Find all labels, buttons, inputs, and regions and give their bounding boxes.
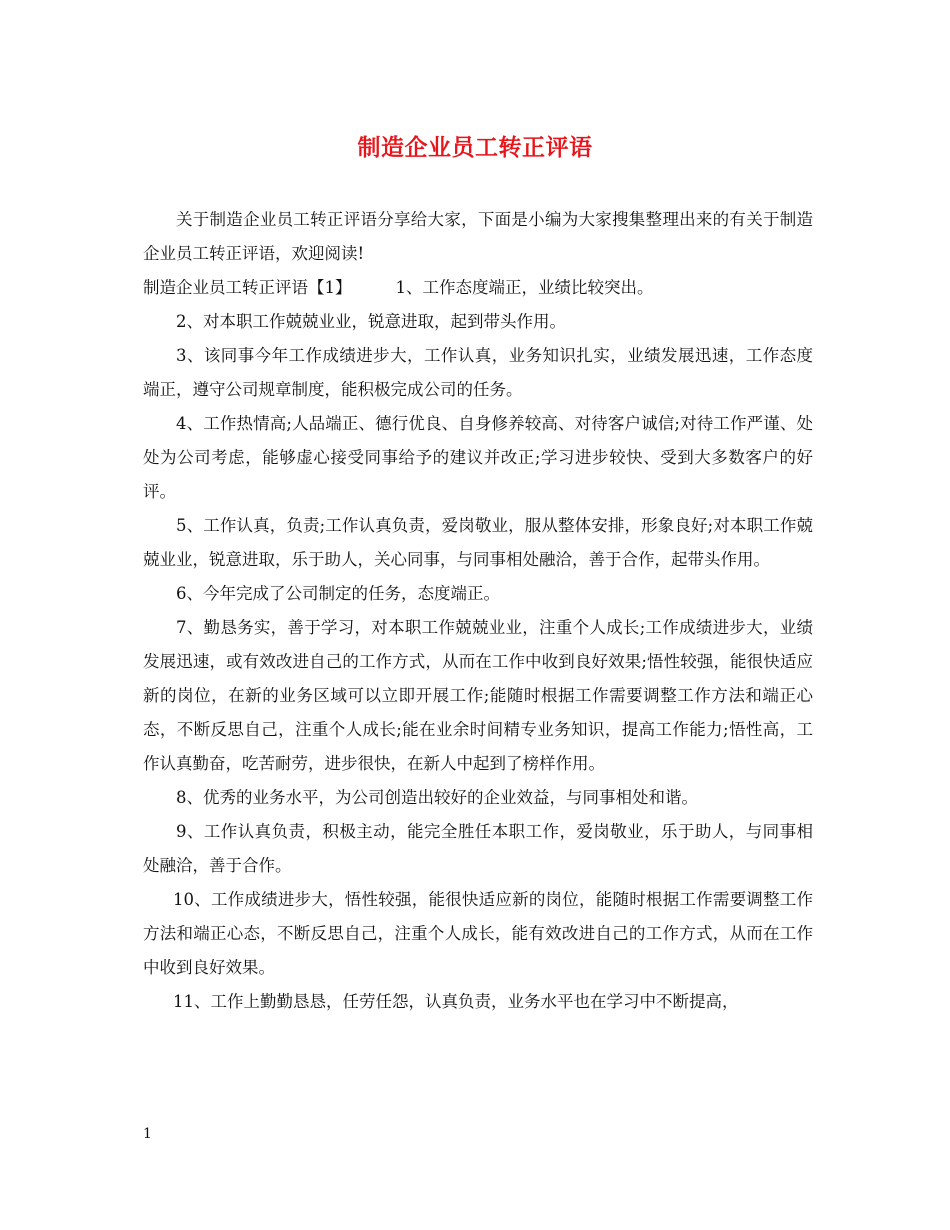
comment-item-10: 10、工作成绩进步大，悟性较强，能很快适应新的岗位，能随时根据工作需要调整工作方法和端正心态，不断反思自己，注重个人成长，能有效改进自己的工作方式，从而在工作中收到良好效果。 [143,890,813,977]
comment-item-6: 6、今年完成了公司制定的任务，态度端正。 [176,584,500,603]
comment-item-5: 5、工作认真，负责;工作认真负责，爱岗敬业，服从整体安排，形象良好;对本职工作兢兢业业，锐意进取，乐于助人，关心同事，与同事相处融洽，善于合作，起带头作用。 [143,516,813,569]
comment-item-8: 8、优秀的业务水平，为公司创造出较好的企业效益，与同事相处和谐。 [176,788,698,807]
comment-item-4: 4、工作热情高;人品端正、德行优良、自身修养较高、对待客户诚信;对待工作严谨、处处为公司考虑，能够虚心接受同事给予的建议并改正;学习进步较快、受到大多数客户的好评。 [143,414,813,501]
document-title: 制造企业员工转正评语 [357,134,593,161]
comment-item-1: 1、工作态度端正，业绩比较突出。 [395,278,654,297]
comment-item-2: 2、对本职工作兢兢业业，锐意进取，起到带头作用。 [176,312,566,331]
intro-paragraph: 关于制造企业员工转正评语分享给大家，下面是小编为大家搜集整理出来的有关于制造企业员工转正评语，欢迎阅读! [143,210,813,263]
comment-item-11: 11、工作上勤勤恳恳，任劳任怨，认真负责，业务水平也在学习中不断提高， [173,992,739,1011]
comment-item-9: 9、工作认真负责，积极主动，能完全胜任本职工作，爱岗敬业，乐于助人，与同事相处融洽，善于合作。 [143,822,813,875]
document-body [143,203,813,1019]
comment-item-7: 7、勤恳务实，善于学习，对本职工作兢兢业业，注重个人成长;工作成绩进步大，业绩发展迅速，或有效改进自己的工作方式，从而在工作中收到良好效果;悟性较强，能很快适应新的岗位，在新的业务区域可以立即开展工作;能随时根据工作需要调整工作方法和端正心态，不断反思自己，注重个人成长;能在业余时间精专业务知识，提高工作能力;悟性高，工作认真勤奋，吃苦耐劳，进步很快，在新人中起到了榜样作用。 [143,618,813,773]
comment-item-3: 3、该同事今年工作成绩进步大，工作认真，业务知识扎实，业绩发展迅速，工作态度端正，遵守公司规章制度，能积极完成公司的任务。 [143,346,813,399]
section-subheading: 制造企业员工转正评语【1】 [143,278,352,297]
subheading-line [143,271,813,305]
page-number: 1 [143,1126,152,1142]
